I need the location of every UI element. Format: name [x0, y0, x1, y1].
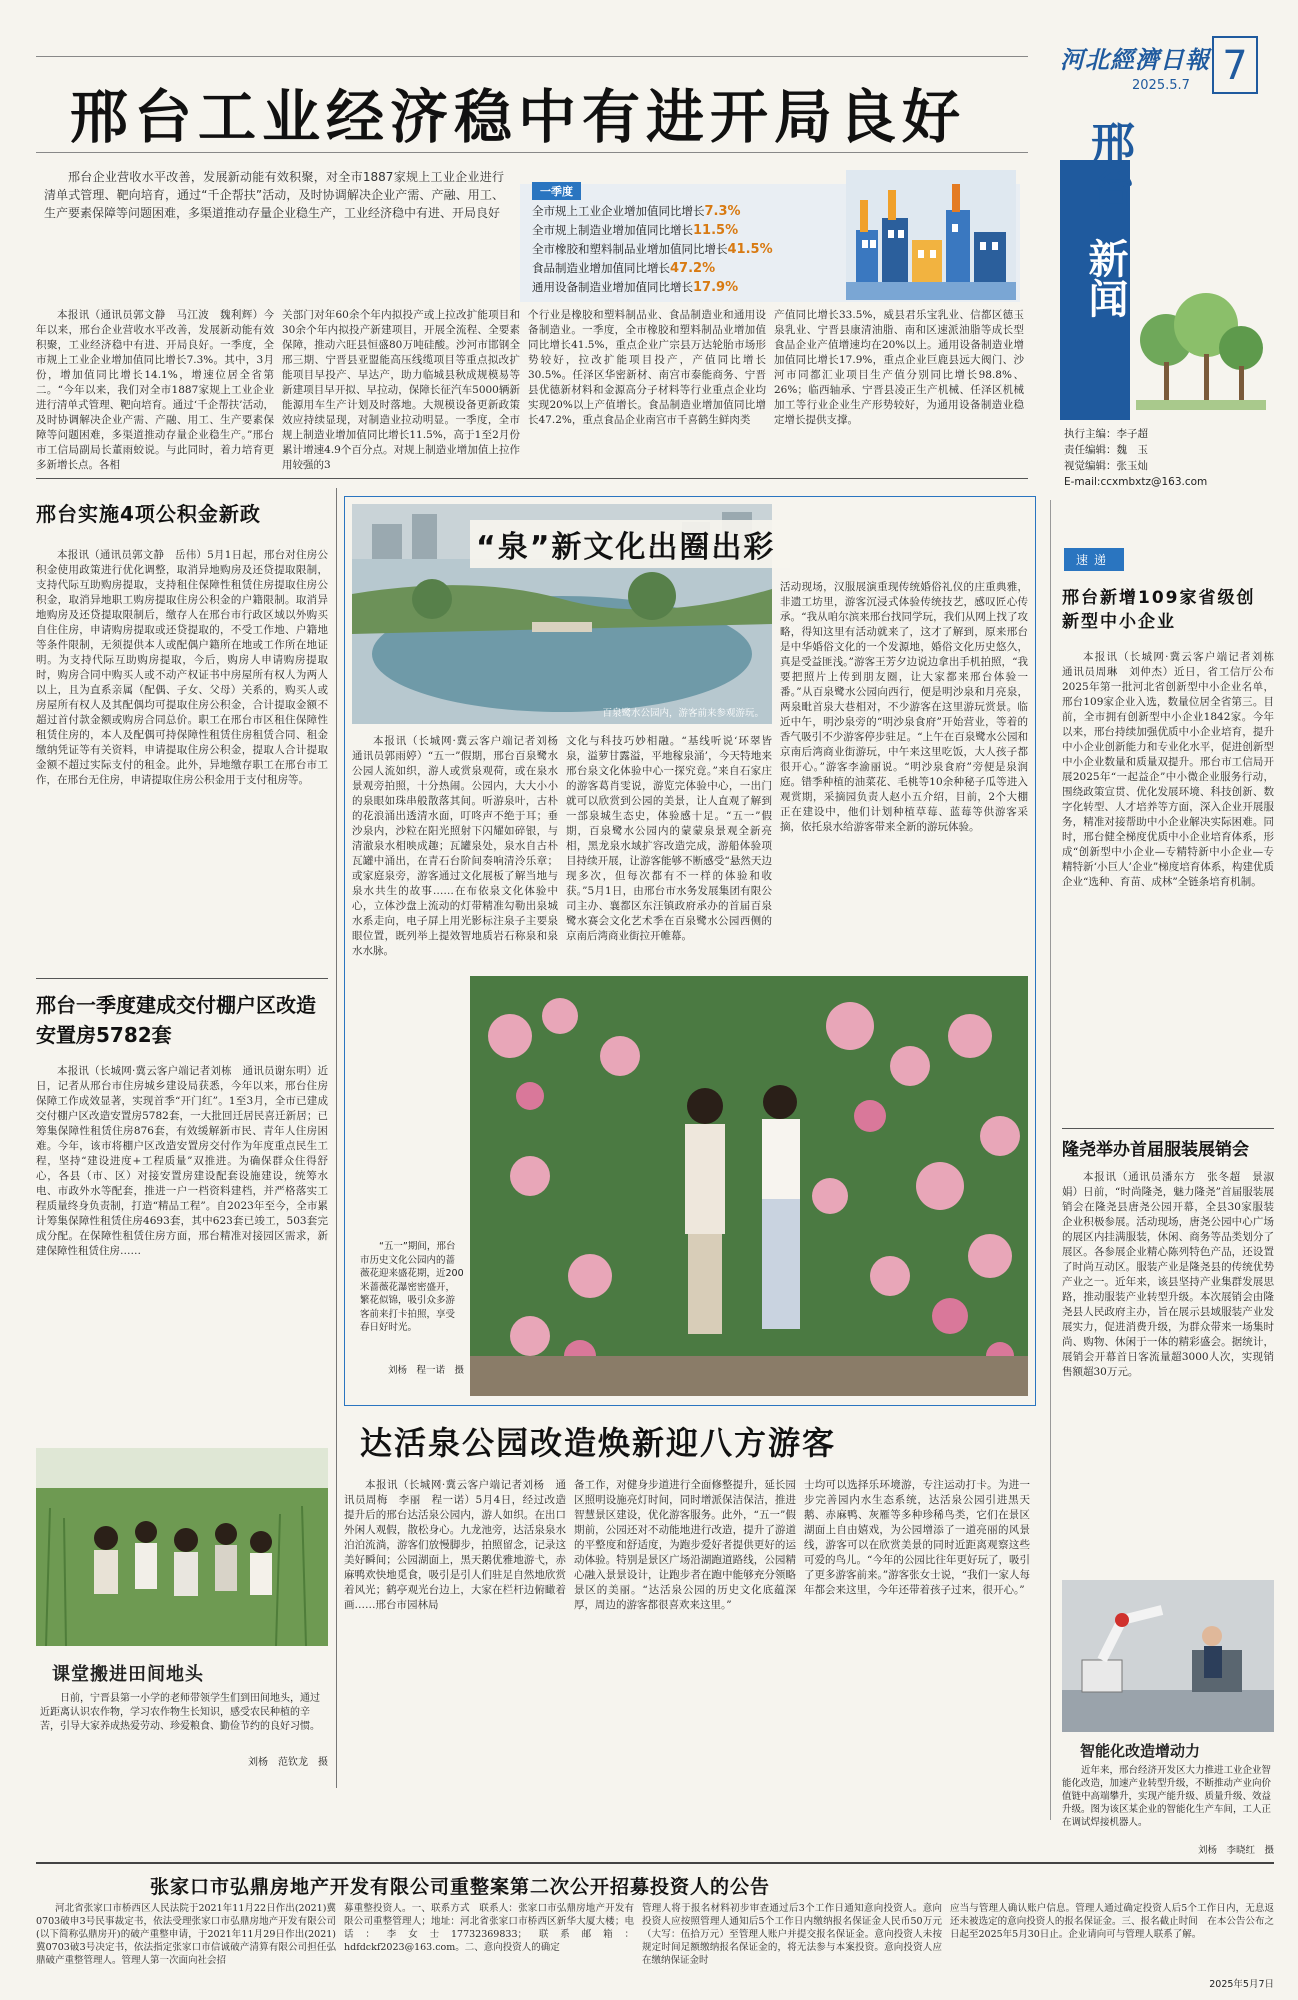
editor-line: 责任编辑：魏 玉 [1064, 444, 1148, 456]
park-body-col2 [574, 1478, 796, 1722]
park-body-col1 [344, 1478, 566, 1722]
editor-line: 视觉编辑：张玉灿 [1064, 460, 1148, 472]
spring-body-col3 [780, 580, 1028, 964]
classroom-headline: 课堂搬进田间地头 [52, 1664, 204, 1685]
stat-row [532, 202, 832, 221]
editor-email: E-mail:ccxmbxtz@163.com [1064, 476, 1208, 488]
stat-label: 全市规上工业企业增加值同比增长 [532, 204, 705, 218]
smart-factory-credit: 刘杨 李晓红 摄 [1197, 1845, 1274, 1856]
classroom-credit: 刘杨 范钦龙 摄 [248, 1757, 328, 1768]
notice-date: 2025年5月7日 [1209, 1979, 1274, 1990]
lead-body-col2 [282, 308, 520, 471]
lead-headline: 邢台工业经济稳中有进开局良好 [70, 83, 967, 151]
housing-text: 本报讯（长城网·冀云客户端记者刘栋 通讯员谢东明）近日，记者从邢台市住房城乡建设局获悉，今年以来，邢台住房保障工作成效显著，实现首季“开门红”。1至3月，全市已建成交付棚户区改造安置房5782套，一大批回迁居民喜迁新居；已筹集保障性租赁住房876套，有效缓解新市民、青年人住房困难。今年，该市将棚户区改造安置房交付作为年度重点民生工程，坚持“建设进度+工程质量”双推进。为确保群众住得舒心，各县（市、区）对接安置房建设配套设施建设，统筹水电、市政外水等配套，推进一户一档资料建档，并严格落实工程质量终身负责制，打造“精品工程”。自2023年至今，全市累计筹集保障性租赁住房4693套，其中623套已竣工，503套完成分配。在保障性租赁住房方面，邢台精准对接园区需求，新建保障性租赁住房…… [36, 1065, 328, 1257]
brief1-body [1062, 650, 1285, 1120]
lead-col2-text: 关部门对年60余个年内拟投产或上拉改扩能项目和30余个年内拟投产新建项目，开展全流程、全要素保障，推动六旺县恒盛80万吨硅酸。沙河市邯钢全邢三期、宁晋县亚盟能高压线缆项目等重点拟改扩能项目早投产、早达产，助力临城县秋成规模易等新建项目早开拟、早拉动，保障长征汽车5000辆新能源用车生产计划及时落地。大规模设备更新政策效应持续显现，对制造业拉动明显。一季度，全市规上制造业增加值同比增长11.5%，高于1至2月份累计增速4.9个百分点。对规上制造业增加值上拉作用较强的3 [282, 309, 520, 471]
notice-col3 [642, 1902, 942, 1992]
notice-col4 [950, 1902, 1274, 1978]
stat-value: 7.3% [704, 204, 741, 219]
editor-line: 执行主编：李子超 [1064, 428, 1148, 440]
rose-caption-box [360, 1240, 464, 1390]
trees-illustration [1136, 270, 1266, 410]
brief1-text: 本报讯（长城网·冀云客户端记者刘栋 通讯员周琳 刘仲杰）近日，省工信厅公布2025年第一批河北省创新型中小企业名单，邢台109家企业入选，数量位居全省第三。目前，全市拥有创新型中小企业1842家。今年以来，邢台持续加强优质中小企业培育，提升中小企业创新能力和专业化水平，促进创新型中小企业数量和质量双提升。邢台市工信局开展2025年“一起益企”中小微企业服务行动，围绕政策宣贯、优化发展环境、科技创新、数字化转型、人才培养等方面，深入企业开展服务，精准对接帮助中小企业解决实际困难。同时，邢台健全梯度优质中小企业培育体系，形成“创新型中小企业—专精特新中小企业—专精特新‘小巨人’企业”梯度培育体系，构建优质企业“选种、育苗、成林”全链条培育机制。 [1062, 651, 1285, 888]
masthead [1060, 36, 1270, 100]
paper-name: 河北經濟日報 [1060, 45, 1210, 74]
lead-body-col3 [528, 308, 766, 468]
smart-factory-headline: 智能化改造增动力 [1080, 1742, 1201, 1760]
lead-col1-text: 本报讯（通讯员郭文静 马江波 魏利辉）今年以来，邢台企业营收水平改善，发展新动能有效积聚，工业经济稳中有进、开局良好。一季度，全市规上工业企业增加值同比增长7.3%。其中，3月份，增加值同比增长14.1%，增速位居全省第二。“今年以来，我们对全市1887家规上工业企业进行清单式管理、靶向培育。通过‘千企帮扶’活动，及时协调解决企业产需、产融、用工、生产要素保障等问题困难，多渠道推动存量企业稳生产。”邢台市工信局副局长董雨蛟说。与此同时，着力培育更多新增长点。各相 [36, 309, 274, 471]
students-field-illustration [36, 1448, 328, 1646]
stat-label: 全市规上制造业增加值同比增长 [532, 223, 693, 237]
park-headline: 达活泉公园改造焕新迎八方游客 [360, 1424, 837, 1462]
park-col1-text: 本报讯（长城网·冀云客户端记者刘杨 通讯员周梅 李丽 程一诺）5月4日，经过改造提升后的邢台达活泉公园内，游人如织。在出口外闲人观假，散松身心。九龙池旁，达活泉泉水泊泊流淌，游客们放慢脚步，拍照留念，记录这美好瞬间；公园湖面上，黑天鹅优雅地游弋，赤麻鸭欢快地觅食，吸引是引人们驻足自然地欣赏着风光；鹤亭观光台边上，大家在栏杆边俯瞰着画……邢台市园林局 [344, 1479, 566, 1611]
rose-garden-photo [470, 976, 1028, 1396]
spring-photo-caption: 百泉鹭水公园内，游客前来参观游玩。 [602, 708, 764, 719]
park-col3-text: 士均可以选择乐环境游，专注运动打卡。为进一步完善园内水生态系统，达活泉公园引进黑天鹅、赤麻鸭、灰雁等多种珍稀鸟类，它们在景区湖面上自由嬉戏，为公园增添了一道亮丽的风景线，游客可以在欣赏美景的同时近距离观察这些可爱的鸟儿。“今年的公园比往年更好玩了，吸引了更多游客前来。”游客张女士说，“我们一家人每年都会来这里，今年还带着孩子过来，很开心。” [804, 1479, 1030, 1596]
roses-illustration [470, 976, 1028, 1396]
brief2-body [1062, 1170, 1274, 1574]
stats-infobox [520, 184, 1020, 302]
stat-label: 全市橡胶和塑料制品业增加值同比增长 [532, 242, 728, 256]
stats-list [532, 202, 832, 297]
smart-factory-photo [1062, 1580, 1274, 1732]
page-number-value: 7 [1222, 43, 1248, 89]
park-col2-text: 备工作，对健身步道进行全面修整提升，延长园区照明设施亮灯时间，同时增派保洁保洁，推进智慧景区建设，优化游客服务。此外，“五一”假期前，公园还对不动能地进行改造，提升了游道的平整度和舒适度，为跑步爱好者提供更好的运动体验。特别是景区广场沿湖跑道路线，公园精心融入景景设计，让跑步者在跑中能够充分领略景区的美丽。“达活泉公园的历史文化底蕴深厚，周边的游客都很喜欢来这里。” [574, 1479, 796, 1611]
spring-headline: “泉”新文化出圈出彩 [470, 520, 790, 568]
stat-label: 通用设备制造业增加值同比增长 [532, 280, 693, 294]
notice-headline: 张家口市弘鼎房地产开发有限公司重整案第二次公开招募投资人的公告 [150, 1876, 771, 1898]
lead-body-col1 [36, 308, 274, 471]
section-title-xingtai: 邢台 [1083, 120, 1134, 208]
page-number [1212, 36, 1258, 94]
spring-body-col1 [352, 734, 569, 964]
classroom-caption: 日前，宁晋县第一小学的老师带领学生们到田间地头，通过近距离认识农作物，学习农作物生长知识，感受农民种植的辛苦，引导大家养成热爱劳动、珍爱粮食、勤俭节约的良好习惯。 [40, 1693, 320, 1732]
factory-illustration [846, 170, 1016, 300]
provident-text: 本报讯（通讯员郭文静 岳伟）5月1日起，邢台对住房公积金使用政策进行优化调整，取消异地购房及还贷提取限制，支持代际互助购房提取，支持租住保障性租赁住房提取住房公积金，取消异地职工购房提取住房公积金的户籍限制。取消异地购房及还贷提取限制后，缴存人在邢台市行政区域以外购买自住住房，申请购房提取或还贷提取的，不受工作地、户籍地等条件限制，无须提供本人或配偶户籍所在地或工作所在地证明。为支持代际互助购房提取，今后，购房人申请购房提取时，购房合同中购买人或不动产权证书中房屋所有权人为两人以上，且为直系亲属（配偶、子女、父母）关系的，购买人或房屋所有权人及其配偶均可提取住房公积金，合计提取金额不超过首付款金额或购房合同总价。职工在邢台市区租住保障性租赁住房的，本人及配偶可持保障性租赁住房租赁合同、租金缴纳凭证等有关资料，申请提取住房公积金，提取人合计提取金额不超过实际支付的租金。此外，异地缴存职工在邢台市工作，在邢台无住房，申请提取住房公积金用于支付租房等。 [36, 549, 328, 786]
notice-col3-text: 管理人将于报名材料初步审查通过后3个工作日通知意向投资人。意向投资人应按照管理人通知后5个工作日内缴纳报名保证金人民币50万元（大写：伍拾万元）至管理人账户并提交报名保证金。意向投资人未按规定时间足额缴纳报名保证金的，将无法参与本案投资。意向投资人应在缴纳保证金时 [642, 1903, 942, 1966]
section-title-news: 新闻 [1082, 238, 1128, 318]
provident-headline: 邢台实施4项公积金新政 [36, 502, 261, 526]
housing-body [36, 1064, 328, 1424]
robot-arm-illustration [1062, 1580, 1274, 1732]
notice-col2 [344, 1902, 634, 1992]
notice-col2-text: 募重整投资人。一、联系方式 联系人：张家口市弘鼎房地产开发有限公司重整管理人；地址：河北省张家口市桥西区新华大厦大楼；电话：李女士17732369833；联系邮箱：hdfdckf2023@163.com。二、意向投资人的确定 [344, 1903, 634, 1953]
spring-col2-text: 文化与科技巧妙相融。“基线听说‘环翠皆泉，溢萝甘露溢，平地稼泉涌’，今天特地来邢台泉文化体验中心一探究竟。”来自石家庄的游客葛肖雯说，游览完体验中心，一出门就可以欣赏到公园的美景，让人直观了解到一部泉城生态史，体验感十足。“五一”假期，百泉鹭水公园内的蒙蒙泉景观全新亮相，黑龙泉水域扩容改造完成，游船体验项目持续开展，让游客能够不断感受“悬然天边现多次，但每次都有不一样的体验和收获。”5月1日，由邢台市水务发展集团有限公司主办、襄都区东汪镇政府承办的首届百泉鹭水赛会文化艺术季在百泉鹭水公园西侧的京南后湾商业街拉开帷幕。 [566, 735, 772, 942]
stat-label: 食品制造业增加值同比增长 [532, 261, 670, 275]
rose-caption: “五一”期间，邢台市历史文化公园内的蔷薇花迎来盛花期，近200米蔷薇花瀑密密盛开，繁花似锦，吸引众多游客前来打卡拍照，享受春日好时光。 [360, 1241, 464, 1333]
issue-date: 2025.5.7 [1132, 78, 1190, 93]
brief2-headline: 隆尧举办首届服装展销会 [1062, 1140, 1249, 1160]
classroom-photo [36, 1448, 328, 1646]
lead-summary: 邢台企业营收水平改善，发展新动能有效积聚，对全市1887家规上工业企业进行清单式管理、靶向培育，通过“千企帮扶”活动，及时协调解决企业产需、产融、用工、生产要素保障等问题困难，多渠道推动存量企业稳生产，工业经济稳中有进、开局良好 [44, 170, 504, 220]
stat-value: 11.5% [693, 223, 739, 238]
stat-value: 41.5% [727, 242, 773, 257]
park-body-col3 [804, 1478, 1030, 1722]
rose-credit: 刘杨 程一诺 摄 [387, 1365, 464, 1376]
stat-row [532, 240, 832, 259]
stat-row [532, 259, 832, 278]
housing-headline: 邢台一季度建成交付棚户区改造安置房5782套 [36, 993, 316, 1047]
smart-factory-caption: 近年来，邢台经济开发区大力推进工业企业智能化改造，加速产业转型升级，不断推动产业向价值链中高端攀升，实现产能升级、质量升级、效益升级。图为该区某企业的智能化生产车间，工人正在调试焊接机器人。 [1062, 1765, 1272, 1828]
brief2-text: 本报讯（通讯员潘东方 张冬超 景淑娟）日前，“时尚隆尧，魅力隆尧”首届服装展销会在隆尧县唐尧公园开幕，全县30家服装企业积极参展。活动现场，唐尧公园中心广场的展区内挂满服装，休闲、商务等品类划分了展区。各参展企业精心陈列特色产品，还设置了时尚互动区。服装产业是隆尧县的传统优势产业之一。近年来，该县坚持产业集群发展思路，推动服装产业转型升级。本次展销会由隆尧县人民政府主办，旨在展示县域服装产业发展实力，促进消费升级，为群众带来一场集时尚、购物、休闲于一体的精彩盛会。据统计，展销会开幕首日客流量超3000人次，实现销售额超30万元。 [1062, 1171, 1274, 1378]
provident-body [36, 548, 328, 970]
spring-col1-text: 本报讯（长城网·冀云客户端记者刘杨 通讯员郭雨婷）“五一”假期，邢台百泉鹭水公园人流如织，游人或赏泉观荷，或在泉水景观旁拍照，十分热闹。公园内，大大小小的泉眼如珠串般散落其间。听游泉叶，古朴的花浪涌出透清水面，叮咚声不绝于耳；垂沙泉内，沙粒在阳光照射下闪耀如碎银，与清澈泉水相映成趣；瓦罐泉处，泉水自古朴瓦罐中涌出，在青石台阶间奏响清泠乐章；或家庭泉旁，游客通过文化展板了解当地与泉水共生的故事……在布依泉文化体验中心，立体沙盘上流动的灯带精准勾勒出泉城水系走向，电子屏上用光影标注泉子主要泉眼位置，既列举上提效智地质岩石称泉和泉水水脉。 [352, 735, 569, 957]
spring-col3-text: 活动现场，汉服展演重现传统婚俗礼仪的庄重典雅，非遗工坊里，游客沉浸式体验传统技艺，感叹匠心传承。“我从咱尔滨来邢台找同学玩，我们从网上找了攻略，得知这里有活动就来了，这才了解到，原来邢台是中华婚俗文化的一个发源地，婚俗文化历史悠久，真是受益匪浅。”游客王芳夕边说边拿出手机拍照，“我要把照片上传到朋友圈，让大家都来邢台体验一番。”从百泉鹭水公园向西行，便是明沙泉和月亮泉，两泉毗首泉大巷相对，不少游客在这里游玩赏景。临近中午，明沙泉旁的“明沙泉食府”开始营业，等着的香气吸引不少游客停步驻足。“上午在百泉鹭水公园和京南后湾商业街游玩，中午来这里吃饭，大人孩子都很开心。”游客李渝丽说。“明沙泉食府”旁便是泉润庭。错季种植的油菜花、毛桃等10余种秘子瓜等进入观赏期，采摘园负责人赵小五介绍，目前，2个大棚正在建设中，他们计划种植草莓、蓝莓等供游客采摘，依托泉水给游客带来全新的游玩体验。 [780, 581, 1028, 833]
stat-row [532, 278, 832, 297]
editor-credits [1064, 426, 1274, 490]
section-banner [1060, 120, 1270, 420]
notice-col1 [36, 1902, 336, 1992]
lead-col3-text: 个行业是橡胶和塑料制品业、食品制造业和通用设备制造业。一季度，全市橡胶和塑料制品业增加值同比增长41.5%，重点企业广宗县万达轮胎市场形势较好，拉改扩能项目投产，产值同比增长30.5%。任泽区华密新材、南宫市泰能商务、宁晋县优德新材料和金源高分子材料等行业重点企业均实现20%以上产值增长。食品制造业增加值同比增长47.2%，重点食品企业南宫市千喜鹤生鲜肉类 [528, 309, 766, 426]
stat-value: 17.9% [693, 280, 739, 295]
lead-body-col4 [774, 308, 1024, 468]
spring-body-col2 [566, 734, 772, 964]
lead-col4-text: 产值同比增长33.5%，威县君乐宝乳业、信都区德玉泉乳业、宁晋县康清油脂、南和区速派油脂等成长型食品企业产值增速均在20%以上。通用设备制造业增加值同比增长17.9%，重点企业巨鹿县远大阀门、沙河市同都汇业项目生产值分别同比增长98.8%、26%；临西轴承、宁晋县凌正生产机械、任泽区机械加工等行业企业生产形势较好，为通用设备制造业稳定增长提供支撑。 [774, 309, 1024, 426]
briefs-tag: 速递 [1064, 548, 1124, 571]
notice-col4-text: 应当与管理人确认账户信息。管理人通过确定投资人后5个工作日内，无息返还未被选定的意向投资人的报名保证金。三、报名截止时间 在本公告公布之日起至2025年5月30日止。企业请向可与管理人联系了解。 [950, 1903, 1274, 1940]
stat-row [532, 221, 832, 240]
stat-value: 47.2% [670, 261, 716, 276]
notice-col1-text: 河北省张家口市桥西区人民法院于2021年11月22日作出(2021)冀0703破申3号民事裁定书，依法受理张家口市弘鼎房地产开发有限公司(以下简称弘鼎房开)的破产重整申请，于2021年11月29日作出(2021)冀0703破3号决定书，依法指定张家口市信诚破产清算有限公司担任弘鼎破产重整管理人。管理人第一次面向社会招 [36, 1903, 336, 1966]
brief1-headline: 邢台新增109家省级创新型中小企业 [1062, 588, 1256, 632]
infobox-tag: 一季度 [532, 182, 581, 200]
